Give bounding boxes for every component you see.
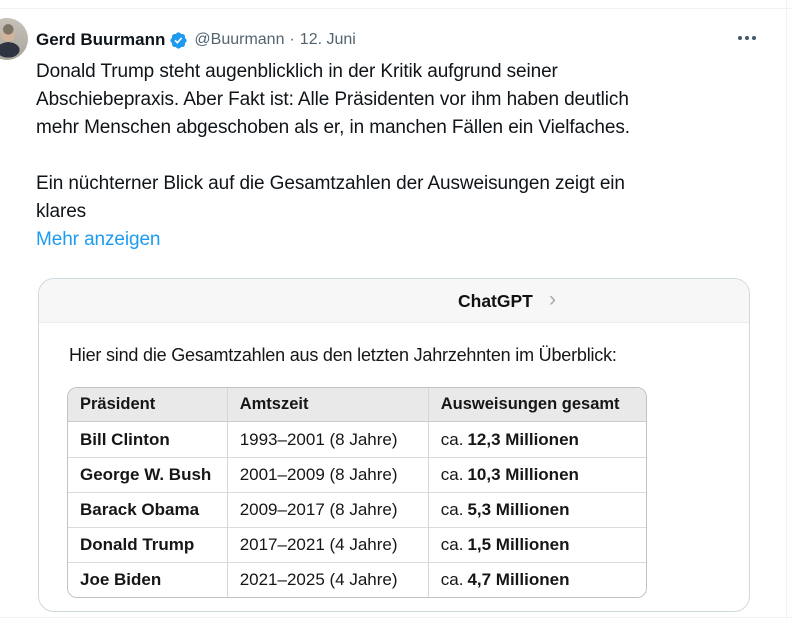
more-dots-icon	[738, 36, 742, 40]
quote-card[interactable]	[38, 278, 750, 612]
cell-president: George W. Bush	[68, 457, 227, 492]
col-header-total: Ausweisungen gesamt	[428, 388, 646, 422]
cell-term: 2021–2025 (4 Jahre)	[227, 562, 428, 597]
col-header-president: Präsident	[68, 388, 227, 422]
meta-separator: ·	[289, 31, 295, 48]
value-prefix: ca.	[440, 465, 464, 484]
value-amount: 12,3 Millionen	[467, 429, 579, 449]
table-row	[68, 422, 646, 457]
cell-term: 1993–2001 (8 Jahre)	[227, 422, 428, 457]
tweet-text-line: Ein nüchterner Blick auf die Gesamtzahlen der Ausweisungen zeigt ein	[36, 173, 625, 194]
author-handle[interactable]: @Buurmann	[194, 31, 285, 48]
cell-president: Joe Biden	[68, 562, 227, 597]
value-prefix: ca.	[440, 535, 464, 554]
cell-total	[428, 422, 646, 457]
top-divider	[0, 8, 792, 9]
tweet-text	[36, 58, 756, 254]
table-row	[68, 562, 646, 597]
bottom-divider	[0, 617, 792, 618]
cell-term: 2001–2009 (8 Jahre)	[227, 457, 428, 492]
author-name[interactable]: Gerd Buurmann	[36, 30, 166, 49]
card-header	[39, 279, 749, 323]
cell-total	[428, 527, 646, 562]
right-column-divider	[786, 0, 787, 619]
cell-president: Donald Trump	[68, 527, 227, 562]
verified-badge-icon	[169, 31, 188, 50]
col-header-term: Amtszeit	[227, 388, 428, 422]
table-row	[68, 492, 646, 527]
avatar[interactable]	[0, 18, 28, 60]
card-title: ChatGPT	[458, 291, 533, 311]
tweet-text-line: Abschiebepraxis. Aber Fakt ist: Alle Präsidenten vor ihm haben deutlich	[36, 89, 629, 110]
value-amount: 10,3 Millionen	[467, 465, 579, 484]
cell-total	[428, 492, 646, 527]
cell-term: 2009–2017 (8 Jahre)	[227, 492, 428, 527]
deportations-table	[67, 387, 647, 598]
more-dots-icon	[745, 36, 749, 40]
value-prefix: ca.	[440, 570, 464, 589]
value-amount: 4,7 Millionen	[467, 570, 570, 589]
value-prefix: ca.	[440, 500, 464, 519]
show-more-link[interactable]: Mehr anzeigen	[36, 229, 161, 250]
card-heading: Hier sind die Gesamtzahlen aus den letzten Jahrzehnten im Überblick:	[69, 345, 617, 365]
tweet-text-line: klares	[36, 201, 87, 222]
more-options-button[interactable]	[734, 32, 760, 44]
cell-president: Barack Obama	[68, 492, 227, 527]
tweet-header	[36, 29, 722, 51]
cell-president: Bill Clinton	[68, 422, 227, 457]
paragraph-gap	[36, 142, 756, 170]
value-amount: 5,3 Millionen	[467, 500, 570, 519]
value-amount: 1,5 Millionen	[467, 535, 570, 554]
table-header-row	[68, 388, 646, 422]
more-dots-icon	[752, 36, 756, 40]
tweet-text-line: Donald Trump steht augenblicklich in der Kritik aufgrund seiner	[36, 61, 558, 82]
cell-total	[428, 457, 646, 492]
table-row	[68, 457, 646, 492]
cell-total	[428, 562, 646, 597]
post-date[interactable]: 12. Juni	[299, 31, 356, 48]
table-row	[68, 527, 646, 562]
chevron-right-icon: ›	[549, 288, 556, 311]
tweet-text-line: mehr Menschen abgeschoben als er, in manchen Fällen ein Vielfaches.	[36, 117, 630, 138]
value-prefix: ca.	[440, 429, 464, 449]
cell-term: 2017–2021 (4 Jahre)	[227, 527, 428, 562]
